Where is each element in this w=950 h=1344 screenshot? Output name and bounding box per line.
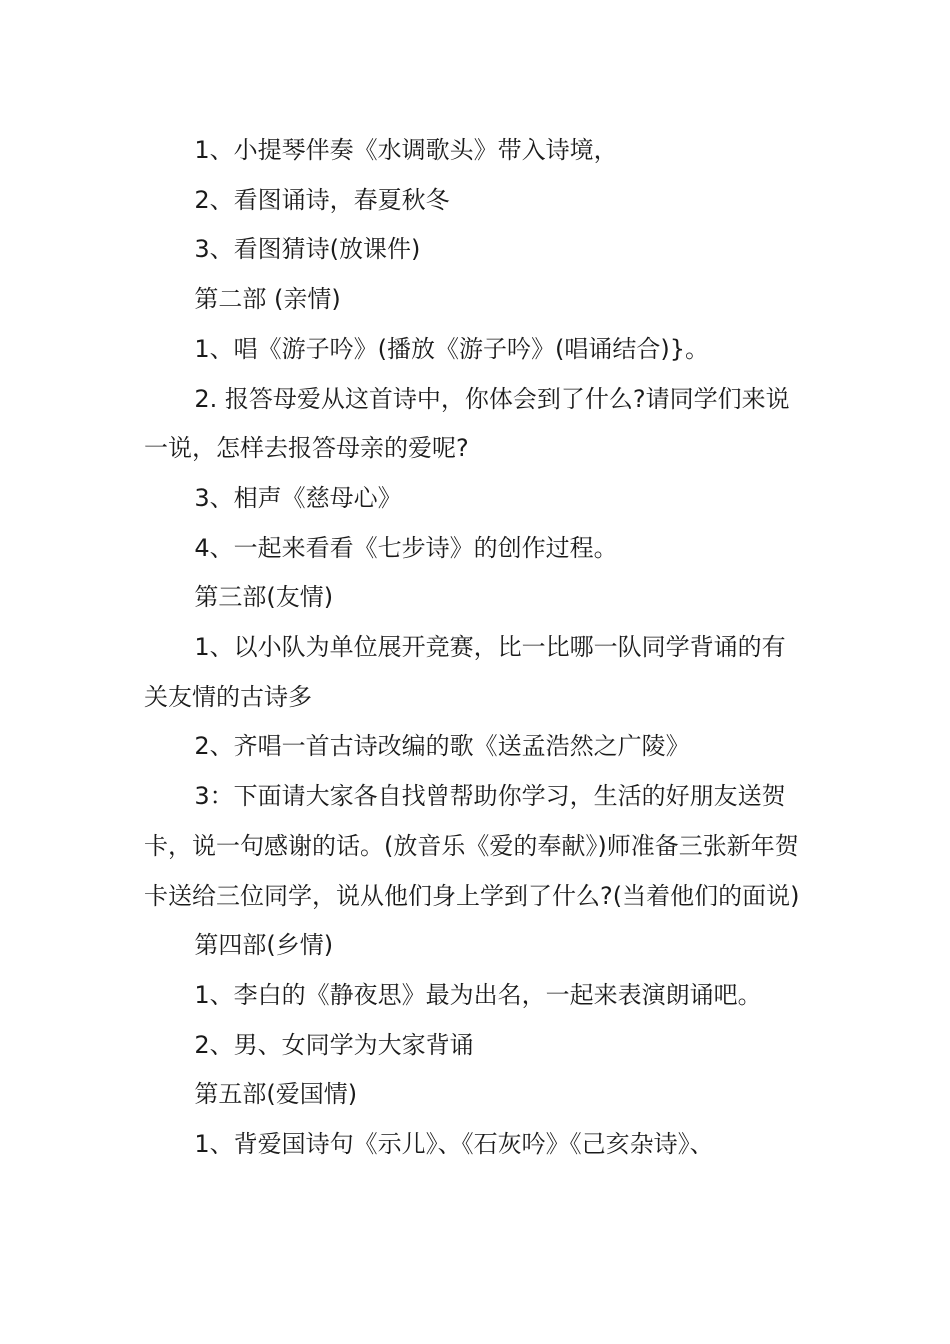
paragraph-part5-1: 1、背爱国诗句《示儿》、《石灰吟》《己亥杂诗》、 — [194, 1130, 714, 1159]
section-heading-part-2: 第二部 (亲情) — [194, 285, 341, 314]
section-heading-part-5: 第五部(爱国情) — [194, 1080, 358, 1109]
paragraph-intro-2: 2、看图诵诗，春夏秋冬 — [194, 185, 450, 214]
paragraph-part3-1: 1、以小队为单位展开竞赛，比一比哪一队同学背诵的有关友情的古诗多 — [144, 633, 786, 711]
section-heading-part-3: 第三部(友情) — [194, 583, 334, 612]
paragraph-intro-3: 3、看图猜诗(放课件) — [194, 235, 421, 264]
paragraph-part4-1: 1、李白的《静夜思》最为出名，一起来表演朗诵吧。 — [194, 980, 762, 1009]
paragraph-part2-3: 3、相声《慈母心》 — [194, 483, 402, 512]
paragraph-part4-2: 2、男、女同学为大家背诵 — [194, 1030, 474, 1059]
paragraph-intro-1: 1、小提琴伴奏《水调歌头》带入诗境， — [194, 136, 618, 164]
paragraph-part2-4: 4、一起来看看《七步诗》的创作过程。 — [194, 533, 618, 562]
paragraph-part2-2: 2. 报答母爱从这首诗中，你体会到了什么?请同学们来说一说，怎样去报答母亲的爱呢? — [144, 384, 790, 463]
paragraph-part2-1: 1、唱《游子吟》(播放《游子吟》(唱诵结合)}。 — [194, 334, 710, 363]
paragraph-part3-2: 2、齐唱一首古诗改编的歌《送孟浩然之广陵》 — [194, 732, 690, 761]
document-body — [144, 126, 808, 1170]
paragraph-part3-3: 3：下面请大家各自找曾帮助你学习，生活的好朋友送贺卡，说一句感谢的话。(放音乐《爱的奉献》)师准备三张新年贺卡送给三位同学，说从他们身上学到了什么?(当着他们的面说) — [144, 782, 800, 910]
section-heading-part-4: 第四部(乡情) — [194, 931, 334, 960]
